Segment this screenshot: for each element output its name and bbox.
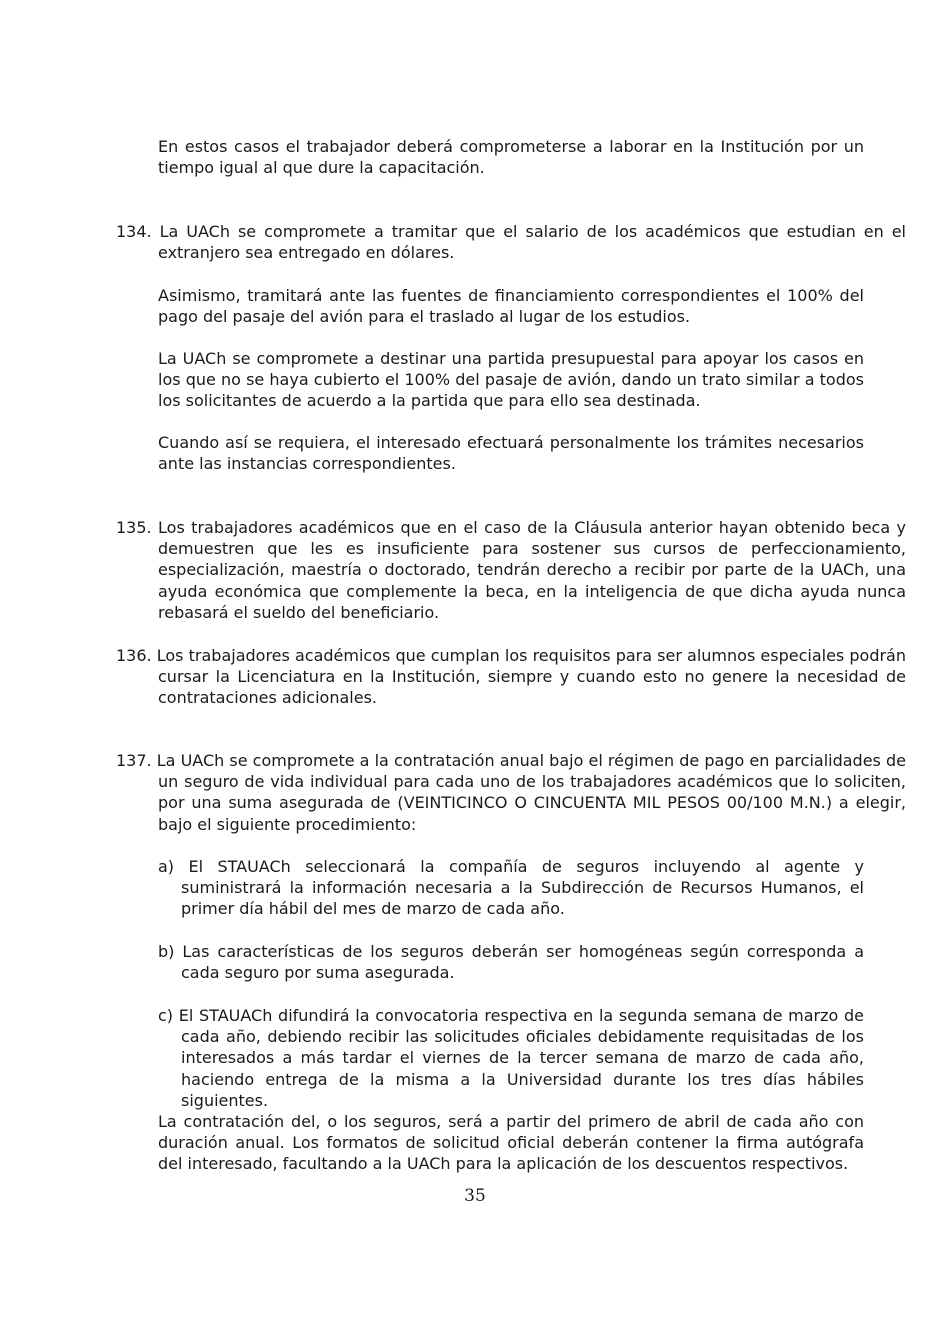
- intro-paragraph: En estos casos el trabajador deberá comprometerse a laborar en la Institución por un tiempo igual al que dure la capacitación.: [158, 137, 864, 178]
- item-b-label: b): [158, 942, 175, 961]
- page-number: 35: [464, 1186, 486, 1206]
- clause-137-text: La UACh se compromete a la contratación anual bajo el régimen de pago en parcialidades de un seguro de vida individual para cada uno de los trabajadores académicos que lo soliciten, por una suma asegurada de (VEINTICINCO O CINCUENTA MIL PESOS 00/100 M.N.) a elegir, bajo el siguiente procedimiento:: [156, 751, 907, 834]
- clause-137-item-a: [158, 856, 864, 920]
- clause-134-number: 134.: [116, 222, 152, 241]
- clause-137-item-c: [158, 1005, 864, 1111]
- item-c-label: c): [158, 1006, 174, 1025]
- item-a-text: El STAUACh seleccionará la compañía de seguros incluyendo al agente y suministrará la información necesaria a la Subdirección de Recursos Humanos, el primer día hábil del mes de marzo de cada año.: [181, 857, 865, 919]
- clause-137-item-b: [158, 941, 864, 983]
- clause-135-text: Los trabajadores académicos que en el caso de la Cláusula anterior hayan obtenido beca y demuestren que les es insuficiente para sostener sus cursos de perfeccionamiento, especialización, maestría o doctorado, tendrán derecho a recibir por parte de la UACh, una ayuda económica que complemente la beca, en la inteligencia de que dicha ayuda nunca rebasará el sueldo del beneficiario.: [158, 518, 906, 622]
- clause-135-number: 135.: [116, 518, 152, 537]
- clause-137-closing: La contratación del, o los seguros, será a partir del primero de abril de cada año con duración anual. Los formatos de solicitud oficial deberán contener la firma autógrafa del interesado, facultando a la UACh para la aplicación de los descuentos respectivos.: [158, 1112, 864, 1174]
- item-a-label: a): [158, 857, 175, 876]
- clause-134-text: La UACh se compromete a tramitar que el salario de los académicos que estudian en el extranjero sea entregado en dólares.: [158, 222, 906, 263]
- clause-136: [116, 645, 906, 709]
- clause-136-text: Los trabajadores académicos que cumplan los requisitos para ser alumnos especiales podrán cursar la Licenciatura en la Institución, siempre y cuando esto no genere la necesidad de contrataciones adicionales.: [156, 646, 906, 708]
- clause-134-paragraph-1: Asimismo, tramitará ante las fuentes de financiamiento correspondientes el 100% del pago del pasaje del avión para el traslado al lugar de los estudios.: [158, 286, 864, 327]
- clause-136-number: 136.: [116, 646, 152, 665]
- item-c-text: El STAUACh difundirá la convocatoria respectiva en la segunda semana de marzo de cada año, debiendo recibir las solicitudes oficiales debidamente requisitadas de los interesados a más tardar el viernes de la tercer semana de marzo de cada año, haciendo entrega de la misma a la Universidad durante los tres días hábiles siguientes.: [178, 1006, 865, 1110]
- clause-134-paragraph-2: La UACh se compromete a destinar una partida presupuestal para apoyar los casos en los que no se haya cubierto el 100% del pasaje de avión, dando un trato similar a todos los solicitantes de acuerdo a la partida que para ello sea destinada.: [158, 349, 864, 411]
- clause-134: [116, 221, 906, 263]
- clause-137-number: 137.: [116, 751, 152, 770]
- item-b-text: Las características de los seguros deberán ser homogéneas según corresponda a cada seguro por suma asegurada.: [181, 942, 864, 983]
- clause-134-paragraph-3: Cuando así se requiera, el interesado efectuará personalmente los trámites necesarios ante las instancias correspondientes.: [158, 433, 864, 474]
- clause-135: [116, 517, 906, 623]
- clause-137: [116, 750, 906, 835]
